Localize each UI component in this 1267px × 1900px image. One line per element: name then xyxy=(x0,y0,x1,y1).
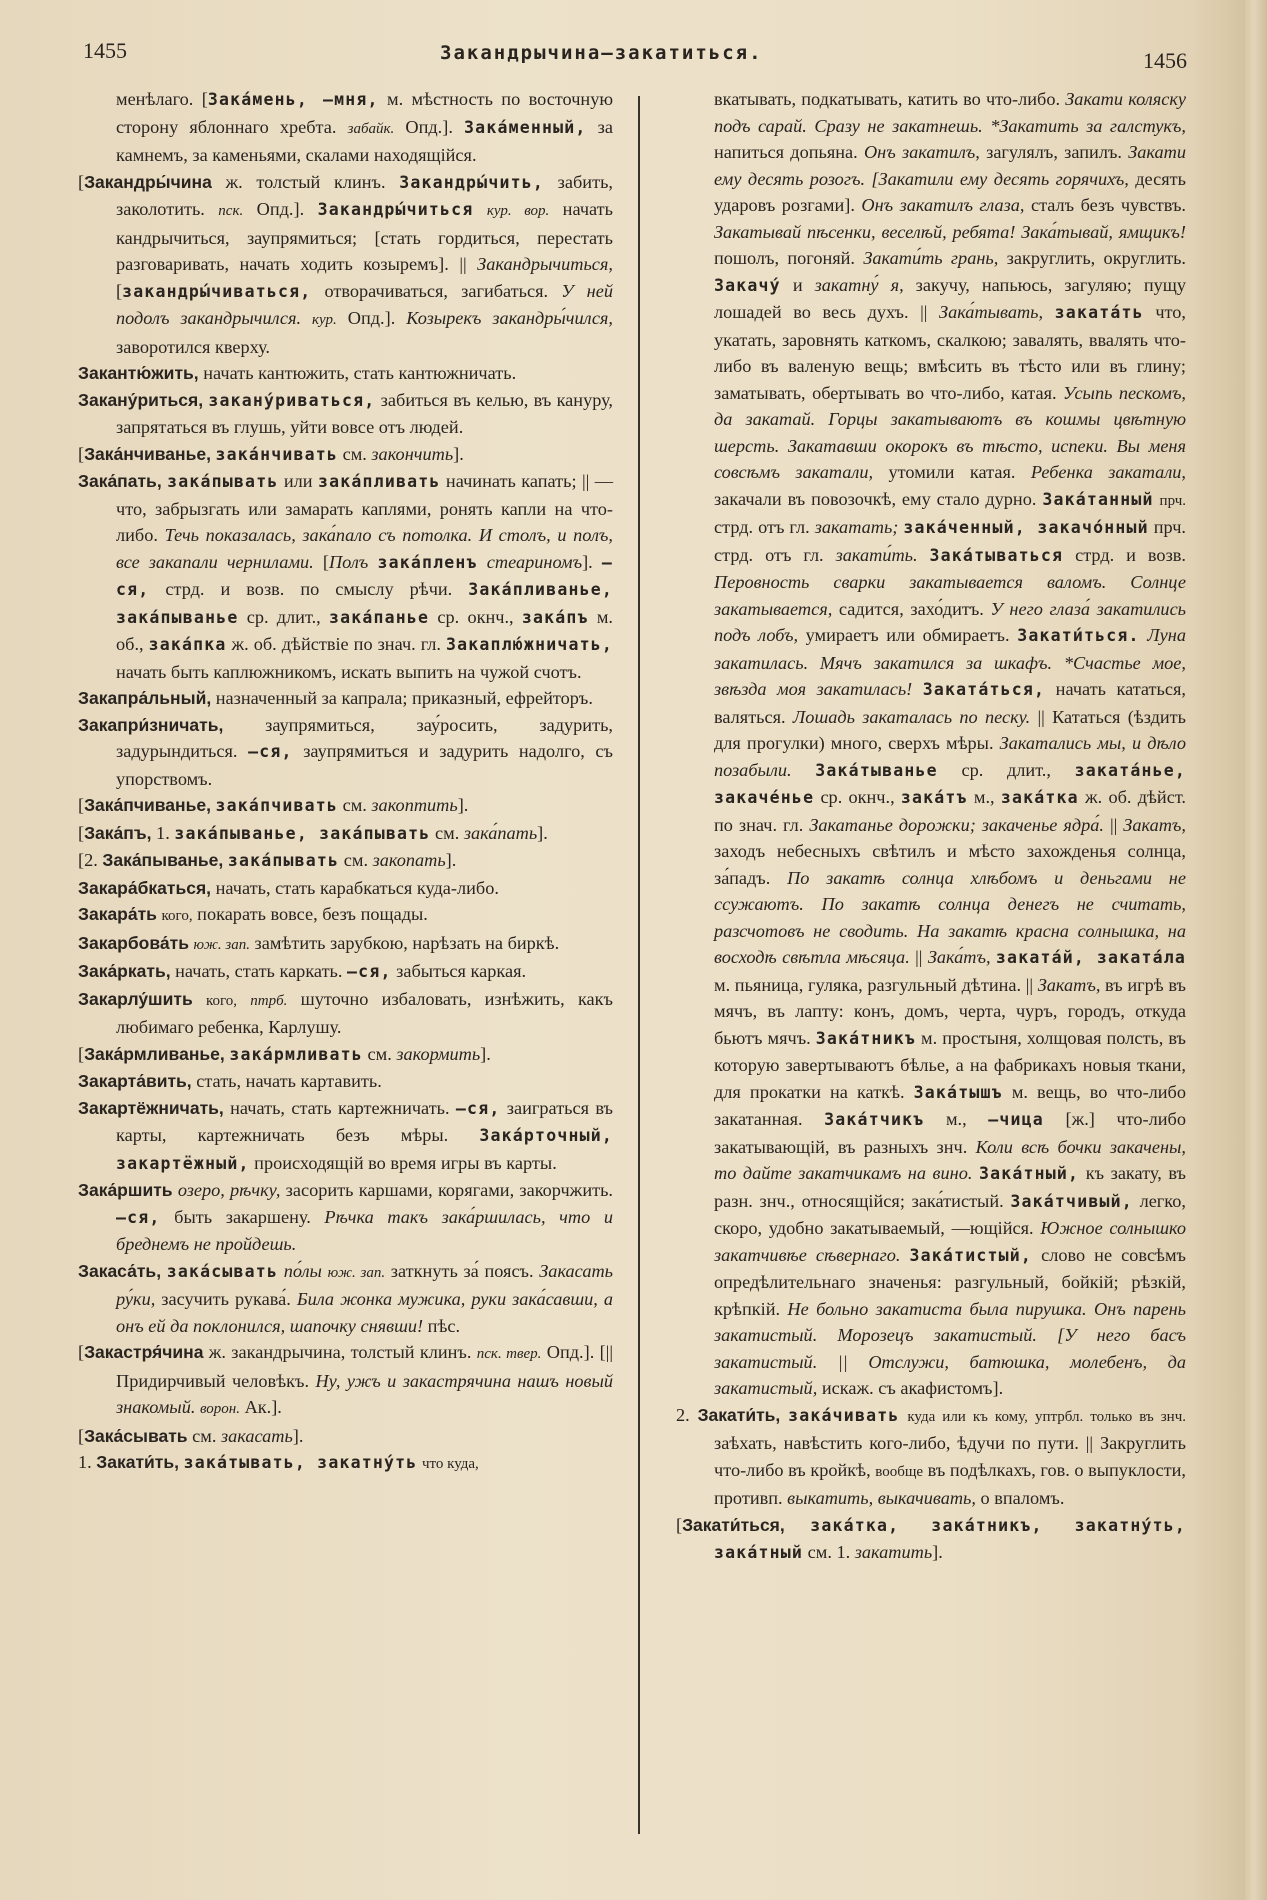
example-text: юж. зап. xyxy=(193,936,250,953)
definition-text: умираетъ или обмираетъ. xyxy=(798,625,1018,645)
example-text: стеариномъ xyxy=(486,551,583,572)
headword: Зака́нчиванье, xyxy=(84,443,211,464)
definition-text: [ж.] что-либо закатывающій, въ разныхъ знч. xyxy=(714,1109,1186,1157)
dictionary-entry xyxy=(78,685,613,712)
example-text: Усыпь пескомъ, да закатай. Горцы закатываютъ въ кошмы цвѣтную шерсть. Закатавши окорокъ въ тѣсто, испеки. Вы меня совсѣмъ закатали, xyxy=(714,382,1186,482)
example-text: Закати́ть грань, xyxy=(863,248,999,268)
page-number-right: 1456 xyxy=(1143,48,1187,73)
definition-text: 1. xyxy=(78,1452,97,1472)
definition-text: || xyxy=(1103,814,1124,835)
definition-text: начать быть каплюжникомъ, искать выпить на чужой счотъ. xyxy=(116,661,582,682)
headword: —ся, xyxy=(248,742,293,761)
example-text: закормить xyxy=(396,1043,481,1064)
definition-text xyxy=(900,1245,909,1265)
definition-text: начинать капать; || —что, забрызгать или замарать каплями, ронять капли на что-либо. xyxy=(116,471,613,545)
headword: Закати́ться, xyxy=(682,1514,785,1535)
definition-text: [ xyxy=(78,1342,85,1362)
definition-text: забить, заколотить. xyxy=(116,171,613,219)
example-text: выкатить, выкачивать, xyxy=(787,1488,976,1508)
definition-text: заупрямиться, зау́росить, задурить, задурындиться. xyxy=(116,714,613,761)
headword: Закарта́вить, xyxy=(78,1071,192,1091)
definition-text: пошолъ, погоняй. xyxy=(714,248,864,268)
headword: —чица xyxy=(988,1110,1044,1129)
definition-text: см. xyxy=(338,795,372,815)
definition-text: начать, стать картежничать. xyxy=(223,1097,456,1118)
definition-text: и xyxy=(780,274,815,295)
definition-text: ]. xyxy=(537,822,548,843)
dictionary-entry xyxy=(78,820,613,848)
definition-text xyxy=(301,308,312,328)
definition-text: ]. xyxy=(445,850,457,870)
example-text: Онъ закатилъ, xyxy=(863,142,980,162)
example-text: Закатывай пѣсенки, веселѣй, ребята! Зака́тывай, ямщикъ! xyxy=(714,221,1186,242)
headword: зака́сывать xyxy=(166,1261,279,1281)
definition-text: [ xyxy=(78,1425,85,1446)
headword: заката́ть xyxy=(1054,303,1144,322)
definition-text: [ xyxy=(78,171,85,192)
headword: Зака́тный, xyxy=(978,1164,1080,1183)
definition-text: Опд.]. xyxy=(243,199,318,219)
example-text: по́лы xyxy=(283,1260,322,1281)
definition-text: [ xyxy=(676,1514,683,1535)
definition-text: стать, начать картавить. xyxy=(191,1071,382,1091)
example-text: Перовность сварки закатывается валомъ. Солнце закатывается, xyxy=(714,572,1186,619)
definition-text: ж. закандрычина, толстый клинъ. xyxy=(203,1342,477,1362)
example-text: кур. xyxy=(312,312,337,328)
dictionary-entry xyxy=(78,360,613,387)
definition-text: пѣс. xyxy=(423,1315,461,1336)
dictionary-entry xyxy=(78,986,613,1041)
headword: зака́пъ xyxy=(521,607,589,627)
headword: Зака́рмливанье, xyxy=(84,1043,225,1064)
headword: Закаса́ть, xyxy=(78,1260,162,1281)
example-text: Козырекъ закандры́чился, xyxy=(406,308,613,328)
headword: —ся, xyxy=(116,1207,161,1227)
example-text: пск. твер. xyxy=(476,1346,542,1362)
definition-text: загулялъ, запилъ. xyxy=(979,142,1129,162)
example-text: зака́пать xyxy=(463,822,538,843)
definition-text: ср. длит., xyxy=(937,759,1075,780)
definition-text: м. пьяница, гуляка, разгульный дѣтина. || xyxy=(714,974,1038,995)
definition-text: ж. об. дѣйст. по знач. гл. xyxy=(714,787,1186,835)
dictionary-entry xyxy=(78,1449,613,1478)
dictionary-entry xyxy=(676,86,1186,1402)
definition-text xyxy=(912,679,922,699)
right-column xyxy=(676,86,1186,1567)
headword: Закандры́читься xyxy=(317,200,474,219)
definition-text: менѣлаго. [ xyxy=(116,89,208,109)
headword: Закапри́зничать, xyxy=(78,714,224,735)
definition-text: происходящій во время игры въ карты. xyxy=(249,1152,557,1173)
definition-text: замѣтить зарубкою, нарѣзать на биркѣ. xyxy=(249,932,560,953)
example-text: Луна закатилась. Мячъ закатился за шкафъ. *Счастье мое, звѣзда моя закатилась! xyxy=(714,625,1186,699)
definition-text: ]. xyxy=(457,795,469,815)
definition-text: въ игрѣ въ мячъ, въ лапту: конъ, домъ, черта, чуръ, городъ, откуда бьютъ мячъ. xyxy=(714,974,1186,1048)
definition-text: что, укатать, заровнять каткомъ, скалкою; завалять, ввалять что-либо въ валеную вещь; вмѣсить въ тѣсто или въ глину; заматывать, обертывать во что-либо, катая. xyxy=(714,302,1186,403)
example-text: закатать; xyxy=(814,517,899,537)
definition-text: 1. xyxy=(151,822,175,843)
definition-text: сталъ безъ чувствъ. xyxy=(1024,195,1186,215)
definition-text: въ подѣлкахъ, гов. о выпуклости, противп. xyxy=(714,1459,1187,1508)
definition-text xyxy=(792,760,816,780)
headword: зака́ченный, закачо́нный xyxy=(903,518,1149,537)
definition-text: отворачиваться, загибаться. xyxy=(311,280,562,301)
dictionary-entry xyxy=(78,1258,613,1340)
headword: зака́пывать xyxy=(227,851,340,870)
definition-text: покарать вовсе, безъ пощады. xyxy=(192,904,428,924)
definition-text xyxy=(918,545,930,565)
headword: Зака́тникъ xyxy=(815,1028,916,1048)
example-text: У ней подолъ закандрычился. xyxy=(116,280,613,328)
definition-text: ]. xyxy=(480,1043,491,1064)
definition-text: начать, стать карабкаться куда-либо. xyxy=(211,877,499,898)
example-text: закоптить xyxy=(371,795,458,815)
headword: Зака́танный xyxy=(1042,489,1154,509)
definition-text: легко, скоро, удобно закатываемый, —ющійся. xyxy=(714,1190,1186,1238)
headword: зака́тка xyxy=(1000,788,1079,807)
example-text: кур. вор. xyxy=(486,203,550,219)
column-divider-rule xyxy=(638,96,640,1834)
example-text: Южное солнышко закатчивѣе сѣвернаго. xyxy=(714,1218,1186,1265)
definition-text: куда или къ кому, уптрбл. только въ знч. xyxy=(907,1408,1187,1425)
definition-text: засорить каршами, корягами, закорчжить. xyxy=(280,1180,613,1200)
definition-text: ср. окнч., xyxy=(814,787,901,807)
headword: Зака́ркать, xyxy=(78,961,171,981)
headword: заката́й, заката́ла xyxy=(995,948,1186,967)
headword: зака́тка, зака́тникъ, закатну́ть, зака́тный xyxy=(714,1515,1187,1562)
left-column xyxy=(78,86,613,1478)
definition-text: вкатывать, подкатывать, катить во что-либо. xyxy=(714,89,1066,109)
definition-text: [ xyxy=(78,443,85,464)
definition-text: ж. толстый клинъ. xyxy=(211,171,400,192)
headword: Закапра́льный, xyxy=(78,688,212,708)
example-text: Онъ закатилъ глаза, xyxy=(861,195,1025,215)
headword: Закаплю́жничать, xyxy=(446,635,614,654)
definition-text: заворотился кверху. xyxy=(116,336,270,357)
running-header-title: Закандрычина—закатиться. xyxy=(440,42,763,64)
definition-text: [2. xyxy=(78,850,103,870)
headword: Зака́пать, xyxy=(78,471,162,491)
dictionary-entry xyxy=(78,792,613,820)
definition-text: или xyxy=(278,471,319,491)
definition-text: м. об., xyxy=(116,606,613,654)
definition-text: назначенный за капрала; приказный, ефрейторъ. xyxy=(211,688,593,708)
example-text: Течь показалась, зака́пало съ потолка. И столъ, и полъ, все закапали чернилами. xyxy=(116,525,613,572)
definition-text: ж. об. дѣйствіе по знач. гл. xyxy=(226,634,446,654)
dictionary-entry xyxy=(78,86,613,169)
headword: закану́риваться, xyxy=(208,390,376,410)
definition-text: заупрямиться и задурить надолго, съ упорствомъ. xyxy=(116,741,613,789)
headword: Зака́ршить xyxy=(78,1180,173,1200)
headword: Зака́тышъ xyxy=(913,1082,1003,1102)
definition-text: десять ударовъ розгами]. xyxy=(714,168,1186,215)
definition-text: заходъ небесныхъ свѣтилъ и мѣсто захожденья солнца, за́падъ. xyxy=(714,841,1186,888)
example-text: закончить xyxy=(371,443,454,464)
definition-text: искаж. съ акафистомъ]. xyxy=(817,1378,1004,1398)
dictionary-entry xyxy=(78,847,613,875)
definition-text: кого, xyxy=(161,908,193,924)
definition-text: ср. окнч., xyxy=(429,606,522,627)
example-text: Полъ xyxy=(328,551,369,572)
definition-text: закучу, напьюсь, загуляю; пущу лошадей во весь духъ. || xyxy=(714,274,1186,322)
headword: зака́рмливать xyxy=(229,1044,363,1064)
dictionary-entry xyxy=(78,1339,613,1423)
definition-text: о впаломъ. xyxy=(975,1488,1065,1508)
dictionary-entry xyxy=(78,441,613,469)
definition-text: заѣхать, навѣстить кого-либо, ѣдучи по пути. || Закруглить что-либо въ кройкѣ, xyxy=(714,1433,1186,1480)
definition-text: 2. xyxy=(676,1404,698,1425)
definition-text: Ак.]. xyxy=(240,1397,282,1417)
example-text: птрб. xyxy=(250,992,288,1009)
headword: зака́пливать xyxy=(318,472,441,491)
definition-text: слово не совсѣмъ опредѣлительнаго значенья: разгульный, бойкій; рѣзкій, крѣпкій. xyxy=(714,1244,1186,1319)
headword: Закандры́чить, xyxy=(399,172,544,192)
definition-text: см. xyxy=(362,1043,397,1064)
headword: —ся, xyxy=(347,962,392,981)
headword: Закати́ться. xyxy=(1017,626,1140,645)
dictionary-entry xyxy=(78,1095,613,1178)
definition-text xyxy=(478,552,487,572)
definition-text: закачали въ повозочкѣ, ему стало дурно. xyxy=(714,488,1043,509)
headword: Закара́бкаться, xyxy=(78,877,212,898)
headword: —ся, xyxy=(455,1098,501,1118)
headword: зака́нчивать xyxy=(215,444,339,464)
headword: зака́пыванье, зака́пывать xyxy=(174,823,431,843)
definition-text: стрд. и возв. по смыслу рѣчи. xyxy=(149,579,469,599)
definition-text: начать кататься, валяться. xyxy=(714,679,1186,727)
definition-text: шуточно избаловать, изнѣжить, какъ любимаго ребенка, Карлушу. xyxy=(116,988,613,1037)
headword: зака́тъ xyxy=(900,788,968,807)
example-text: Коли всѣ бочки закачены, то дайте закатчикамъ на вино. xyxy=(714,1136,1186,1183)
definition-text: || xyxy=(909,947,928,967)
headword: Зака́тчикъ xyxy=(824,1110,925,1129)
definition-text: кого, xyxy=(205,992,238,1009)
example-text: озеро, рѣчку, xyxy=(177,1180,281,1200)
dictionary-entry xyxy=(78,468,613,685)
example-text: По закатѣ солнца хлѣбомъ и деньгами не ссужаютъ. По закатѣ солнца денегъ не считать, разсчотовъ не сводить. На закатѣ красна солнышка, на восходѣ свѣтла мѣсяца. xyxy=(714,867,1186,967)
example-text: Закатъ, xyxy=(1037,974,1101,995)
headword: Закастря́чина xyxy=(84,1342,204,1362)
headword: закандры́чиваться, xyxy=(122,281,312,301)
definition-text: м., xyxy=(967,787,1001,807)
example-text: Закати коляску подъ сарай. Сразу не закатнешь. *Закатить за галстукъ, xyxy=(714,89,1186,136)
example-text: Зака́тывать, xyxy=(939,302,1044,322)
definition-text: [ xyxy=(78,822,85,843)
definition-text: быть закаршену. xyxy=(160,1206,325,1227)
definition-text: ]. xyxy=(582,551,602,572)
dictionary-entry xyxy=(78,1423,613,1450)
headword: зака́тывать, закатну́ть xyxy=(183,1453,418,1472)
headword: Закандры́чина xyxy=(84,171,212,192)
definition-text: [ xyxy=(116,280,123,301)
definition-text: закруглить, округлить. xyxy=(998,248,1186,268)
example-text: закати́ть. xyxy=(835,544,918,565)
definition-text: ср. длит., xyxy=(238,606,329,627)
definition-text: забыться каркая. xyxy=(391,961,527,981)
dictionary-entry xyxy=(78,930,613,959)
example-text: Закатъ, xyxy=(1123,814,1186,835)
example-text: Ребенка закатали, xyxy=(1030,462,1186,482)
example-text: Не больно закатиста была пирушка. Онъ парень закатистый. Морозецъ закатистый. [У него басъ закатистый. || Отслужи, батюшка, молебенъ, да закатистый, xyxy=(714,1298,1186,1398)
definition-text: [ xyxy=(78,1043,85,1064)
definition-text: см. xyxy=(187,1425,221,1446)
example-text: Закандрычиться, xyxy=(477,254,613,274)
headword: Закантю́жить, xyxy=(78,363,199,383)
headword: Заката́ться, xyxy=(922,680,1046,699)
headword: Зака́пыванье, xyxy=(102,850,224,870)
headword: —ся, xyxy=(116,552,613,599)
headword: Закара́ть xyxy=(78,904,157,924)
definition-text xyxy=(473,199,486,219)
definition-text: заиграться въ карты, картежничать безъ мѣры. xyxy=(116,1097,613,1145)
headword: Зака́пъ, xyxy=(84,822,152,843)
headword: зака́пленъ xyxy=(377,552,478,572)
definition-text: см. xyxy=(338,443,372,464)
definition-text: прч. стрд. отъ гл. xyxy=(714,517,1186,565)
example-text: Закати ему десять розогъ. [Закатили ему десять горячихъ, xyxy=(714,142,1186,189)
headword: зака́пывать xyxy=(167,472,279,491)
headword: Закачу́ xyxy=(714,275,781,295)
headword: Закати́ть, xyxy=(697,1404,781,1425)
dictionary-entry xyxy=(676,1512,1186,1567)
definition-text: что куда, xyxy=(421,1456,479,1472)
definition-text: см. xyxy=(430,822,464,843)
definition-text: || Кататься (ѣздить для прогулки) много, сверхъ мѣры. xyxy=(714,706,1187,753)
example-text: Ну, ужъ и закастрячина нашъ новый знакомый. xyxy=(116,1370,613,1417)
definition-text: начать, стать каркать. xyxy=(170,961,348,981)
definition-text: м., xyxy=(924,1109,989,1129)
definition-text: стрд. и возв. xyxy=(1063,544,1186,565)
definition-text: ]. xyxy=(453,443,464,464)
headword: зака́панье xyxy=(328,607,430,627)
example-text: юж. зап. xyxy=(327,1264,386,1281)
headword: Зака́сывать xyxy=(84,1425,188,1446)
headword: Закартёжничать, xyxy=(78,1097,224,1118)
dictionary-entry xyxy=(78,958,613,986)
definition-text: за камнемъ, за каменьями, скалами находящійся. xyxy=(116,116,613,165)
example-text: Била жонка мужика, руки зака́савши, а онъ ей да поклонился, шапочку снявши! xyxy=(116,1289,613,1336)
definition-text: засучить рукава́. xyxy=(155,1289,297,1309)
definition-text: утомили катая. xyxy=(873,462,1031,482)
definition-text: стрд. отъ гл. xyxy=(714,517,815,537)
definition-text: начать кандрычиться, заупрямиться; [стать гордиться, перестать разговаривать, начать ходить козыремъ]. || xyxy=(116,199,614,274)
headword: Зака́рточный, закартёжный, xyxy=(116,1126,613,1173)
definition-text xyxy=(780,1405,788,1425)
definition-text: прч. xyxy=(1159,492,1186,509)
definition-text: вообще xyxy=(875,1463,924,1480)
definition-text: къ закату, въ разн. знч., относящійся; зака́тистый. xyxy=(714,1163,1186,1211)
headword: Закарлу́шить xyxy=(78,988,193,1009)
definition-text: ]. xyxy=(932,1542,943,1562)
headword: зака́пка xyxy=(148,635,227,654)
headword: Зака́тистый, xyxy=(909,1245,1033,1265)
page-number-left: 1455 xyxy=(83,38,127,63)
definition-text xyxy=(193,989,206,1009)
example-text: Рѣчка такъ зака́ршилась, что и бреднемъ не пройдешь. xyxy=(116,1206,613,1254)
dictionary-entry xyxy=(78,387,613,441)
definition-text: Опд.]. [|| Придирчивый человѣкъ. xyxy=(116,1342,613,1391)
example-text: пск. xyxy=(218,203,244,219)
headword: Зака́тчивый, xyxy=(1010,1191,1133,1211)
definition-text: садится, захо́дитъ. xyxy=(832,598,991,619)
definition-text xyxy=(237,989,250,1009)
headword: Зака́пчиванье, xyxy=(84,795,211,815)
dictionary-entry xyxy=(78,1068,613,1095)
example-text: Закасать ру́ки, xyxy=(116,1260,613,1309)
headword: Зака́пливанье, зака́пыванье xyxy=(116,580,613,627)
example-text: забайк. xyxy=(347,120,395,137)
definition-text xyxy=(785,1515,810,1535)
definition-text: заткнуть за́ поясъ. xyxy=(385,1260,540,1281)
definition-text: м. мѣстность по восточную сторону яблоннаго хребта. xyxy=(116,89,614,137)
headword: Закарбова́ть xyxy=(78,932,189,953)
example-text: ворон. xyxy=(199,1401,240,1417)
definition-text: Опд.]. xyxy=(336,308,407,328)
definition-text: забиться въ келью, въ кануру, запрятаться въ глушь, уйти вовсе отъ людей. xyxy=(116,389,614,437)
definition-text: м. простыня, холщовая полсть, въ которую завертываютъ бѣлье, а на фабрикахъ новыя ткани, для прокатки на каткѣ. xyxy=(714,1027,1186,1102)
headword: Зака́менный, xyxy=(464,117,587,137)
headword: зака́пчивать xyxy=(215,796,339,815)
example-text: Лошадь закаталась по песку. xyxy=(792,706,1031,727)
page-edge-shadow xyxy=(1245,0,1267,1900)
example-text: закатить xyxy=(854,1542,933,1562)
example-text: закасать xyxy=(220,1425,293,1446)
example-text: закатну́ я, xyxy=(814,274,904,295)
dictionary-entry xyxy=(78,1177,613,1258)
definition-text: ]. xyxy=(292,1425,304,1446)
dictionary-entry xyxy=(78,712,613,793)
headword: Зака́тываться xyxy=(929,545,1064,565)
example-text: У него глаза́ закатились подъ лобъ, xyxy=(714,598,1186,645)
definition-text: см. 1. xyxy=(803,1542,855,1562)
definition-text: начать кантюжить, стать кантюжничать. xyxy=(198,363,517,383)
dictionary-entry xyxy=(78,169,613,361)
headword: зака́чивать xyxy=(788,1405,900,1425)
example-text: Закатанье дорожки; закаченье ядра́. xyxy=(809,814,1104,835)
definition-text: напиться допьяна. xyxy=(714,142,864,162)
headword: Закану́риться, xyxy=(78,389,204,410)
headword: Зака́тыванье xyxy=(815,760,938,780)
headword: заката́нье, закаче́нье xyxy=(714,760,1186,807)
definition-text: м. вещь, во что-либо закатанная. xyxy=(714,1081,1186,1129)
example-text: Зака́тъ, xyxy=(927,947,991,967)
dictionary-entry xyxy=(78,1041,613,1069)
definition-text: [ xyxy=(313,551,329,572)
headword: Закати́ть, xyxy=(96,1452,179,1472)
example-text: Закатались мы, и дѣло позабыли. xyxy=(714,733,1186,780)
headword: Зака́мень, —мня, xyxy=(207,90,379,109)
dictionary-entry xyxy=(78,901,613,930)
dictionary-entry xyxy=(78,875,613,902)
definition-text: [ xyxy=(78,795,85,815)
definition-text xyxy=(1043,302,1055,322)
dictionary-entry xyxy=(676,1402,1186,1512)
definition-text: см. xyxy=(339,850,373,870)
example-text: закопать xyxy=(372,850,446,870)
definition-text: Опд.]. xyxy=(394,116,465,137)
